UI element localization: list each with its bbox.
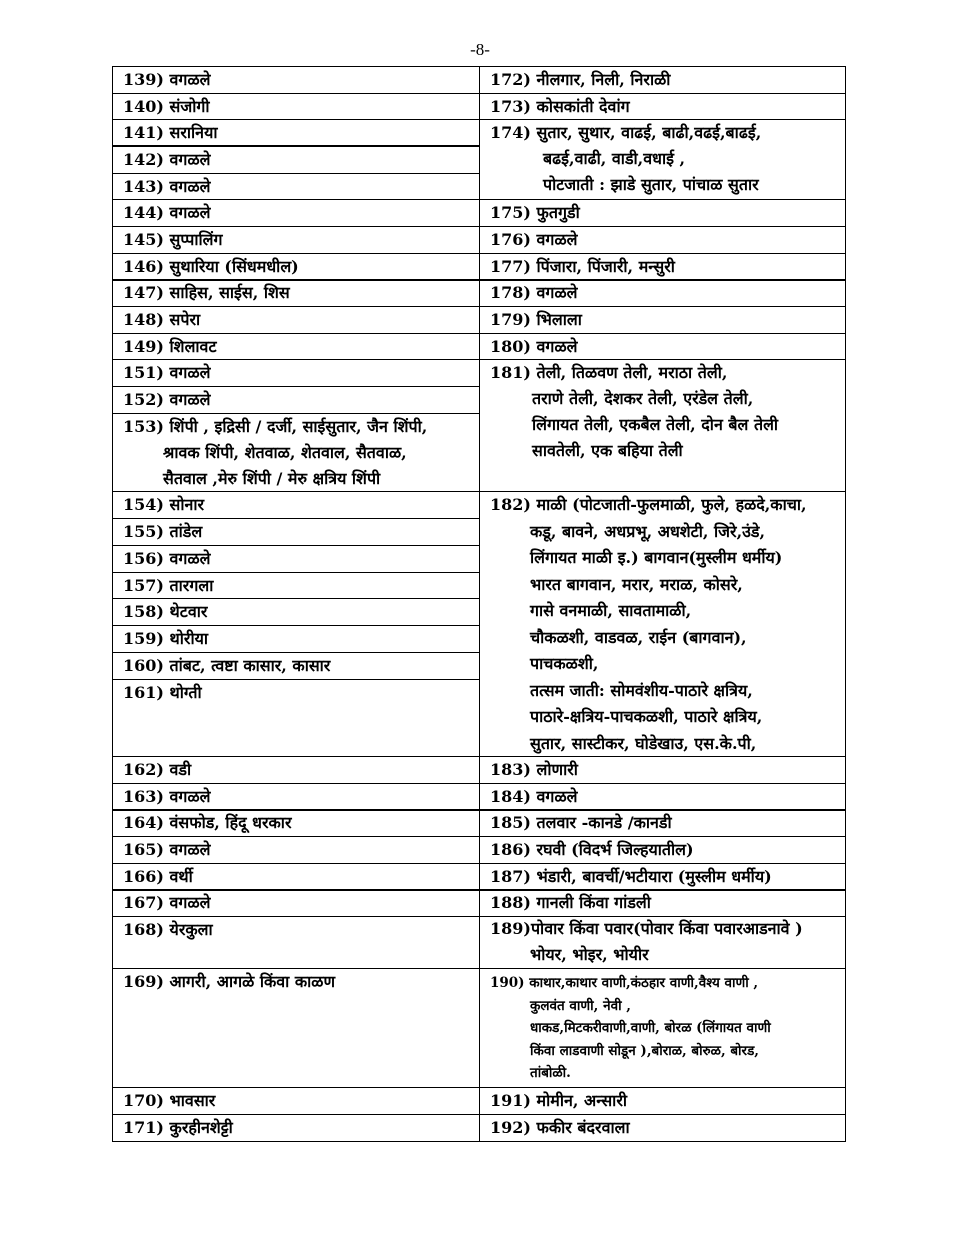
entry-text: 142) वगळले <box>123 150 211 169</box>
table-cell <box>112 386 479 414</box>
table-cell <box>479 889 846 917</box>
entry-text: 143) वगळले <box>123 177 211 196</box>
table-cell <box>112 625 479 653</box>
entry-text: 180) वगळले <box>490 337 578 356</box>
entry-text: कुलवंत वाणी, नेवी , <box>530 997 631 1014</box>
entry-text: 182) माळी (पोटजाती-फुलमाळी, फुले, हळदे,काचा, <box>490 495 807 514</box>
table-cell <box>112 783 479 811</box>
table-cell <box>112 809 479 837</box>
entry-text: तत्सम जाती: सोमवंशीय-पाठारे क्षत्रिय, <box>530 680 753 700</box>
table-cell <box>479 93 846 120</box>
table-cell <box>112 119 479 146</box>
entry-text: 181) तेली, तिळवण तेली, मराठा तेली, <box>490 363 728 382</box>
entry-text: चौकळशी, वाडवळ, राईन (बागवान), <box>530 627 747 647</box>
table-cell <box>479 809 846 837</box>
entry-text: 184) वगळले <box>490 787 578 806</box>
table-cell <box>479 333 846 360</box>
table-cell <box>112 572 479 599</box>
table-cell <box>112 916 479 969</box>
table-cell <box>112 306 479 334</box>
table-cell <box>479 1114 846 1142</box>
entry-text: 148) सपेरा <box>123 310 201 329</box>
entry-text: श्रावक शिंपी, शेतवाळ, शेतवाल, सैतवाळ, <box>163 443 407 462</box>
entry-text: बढई,वाढी, वाडी,वधाई , <box>543 149 686 168</box>
table-cell <box>479 916 846 969</box>
table-cell <box>479 306 846 334</box>
entry-text: 177) पिंजारा, पिंजारी, मन्सुरी <box>490 257 675 276</box>
entry-text: 183) लोणारी <box>490 760 578 779</box>
entry-text: 158) थेटवार <box>123 602 208 621</box>
table-cell <box>479 253 846 281</box>
entry-text: 174) सुतार, सुथार, वाढई, बाढी,वढई,बाढई, <box>490 123 762 142</box>
entry-text: कडू, बावने, अधप्रभू, अधशेटी, जिरे,उंडे, <box>530 521 766 541</box>
entry-text: धाकड,मिटकरीवाणी,वाणी, बोरळ (लिंगायत वाणी <box>530 1020 771 1036</box>
entry-text: 161) थोग्ती <box>123 683 202 702</box>
table-cell <box>112 253 479 281</box>
entry-text: सैतवाल ,मेरु शिंपी / मेरु क्षत्रिय शिंपी <box>163 469 381 488</box>
entry-text: पोटजाती : झाडे सुतार, पांचाळ सुतार <box>543 175 759 194</box>
table-cell <box>479 968 846 1088</box>
entry-text: किंवा लाडवाणी सोडून ),बोराळ, बोरुळ, बोरड, <box>530 1042 759 1059</box>
table-cell <box>479 491 846 757</box>
table-cell <box>112 413 479 492</box>
entry-text: 164) वंसफोड, हिंदू धरकार <box>123 813 292 832</box>
table-cell <box>112 279 479 307</box>
entry-text: 176) वगळले <box>490 230 578 249</box>
entry-text: तांबोळी. <box>530 1065 571 1081</box>
entry-text: 141) सरानिया <box>123 123 218 142</box>
table-cell <box>112 173 479 200</box>
table-cell <box>112 226 479 254</box>
entry-text: 139) वगळले <box>123 70 211 89</box>
entry-text: 146) सुथारिया (सिंधमधील) <box>123 257 299 276</box>
entry-text: पाठारे-क्षत्रिय-पाचकळशी, पाठारे क्षत्रिय, <box>530 707 763 726</box>
entry-text: 167) वगळले <box>123 893 211 912</box>
table-cell <box>479 1087 846 1115</box>
table-cell <box>112 1114 479 1142</box>
entry-text: 156) वगळले <box>123 549 211 568</box>
table-cell <box>479 279 846 307</box>
entry-text: 153) शिंपी , इद्रिसी / दर्जी, साईसुतार, जैन शिंपी, <box>123 417 428 436</box>
entry-text: सुतार, सास्टीकर, घोडेखाउ, एस.के.पी, <box>530 733 757 753</box>
table-cell <box>112 146 479 174</box>
entry-text: 155) तांडेल <box>123 522 203 541</box>
entry-text: 185) तलवार -कानडे /कानडी <box>490 813 672 832</box>
entry-text: 178) वगळले <box>490 283 578 302</box>
entry-text: 171) कुरहीनशेट्टी <box>123 1118 233 1137</box>
table-cell <box>112 66 479 94</box>
table-cell <box>479 359 846 492</box>
table-cell <box>479 199 846 227</box>
table-cell <box>112 863 479 891</box>
entry-text: 191) मोमीन, अन्सारी <box>490 1091 628 1110</box>
table-cell <box>112 968 479 1088</box>
table-cell <box>112 545 479 573</box>
entry-text: 190) काथार,काथार वाणी,कंठहार वाणी,वैश्य वाणी , <box>490 975 759 991</box>
entry-text: 168) येरकुला <box>123 920 213 939</box>
table-cell <box>479 863 846 891</box>
table-cell <box>479 836 846 864</box>
entry-text: 163) वगळले <box>123 787 211 806</box>
entry-text: 165) वगळले <box>123 840 211 859</box>
entry-text: तराणे तेली, देशकर तेली, एरंडेल तेली, <box>532 389 754 408</box>
entry-text: 172) नीलगार, निली, निराळी <box>490 70 671 89</box>
entry-text: 186) रघवी (विदर्भ जिल्हयातील) <box>490 840 694 859</box>
entry-text: भोयर, भोइर, भोयीर <box>530 945 649 964</box>
entry-text: भारत बागवान, मरार, मराळ, कोसरे, <box>530 574 743 594</box>
entry-text: 173) कोसकांती देवांग <box>490 97 630 116</box>
table-cell <box>479 756 846 784</box>
entry-text: 169) आगरी, आगळे किंवा काळण <box>123 972 336 991</box>
entry-text: 144) वगळले <box>123 203 211 222</box>
entry-text: सावतेली, एक बहिया तेली <box>532 441 683 460</box>
entry-text: 179) भिलाला <box>490 310 582 329</box>
table-cell <box>479 66 846 94</box>
entry-text: 192) फकीर बंदरवाला <box>490 1118 630 1137</box>
table-cell <box>112 199 479 227</box>
table-cell <box>112 518 479 546</box>
table-cell <box>479 119 846 200</box>
table-cell <box>112 93 479 120</box>
entry-text: लिंगायत माळी इ.) बागवान(मुस्लीम धर्मीय) <box>530 548 783 567</box>
entry-text: 175) फुतगुडी <box>490 203 580 222</box>
table-cell <box>112 598 479 626</box>
table-cell <box>112 756 479 784</box>
table-cell <box>479 226 846 254</box>
table-cell <box>112 359 479 387</box>
entry-text: 154) सोनार <box>123 495 205 514</box>
entry-text: 166) वर्थी <box>123 867 193 886</box>
table-cell <box>112 836 479 864</box>
entry-text: 159) थोरीया <box>123 629 209 648</box>
table-cell <box>112 679 479 757</box>
entry-text: गासे वनमाळी, सावतामाळी, <box>530 601 692 620</box>
entry-text: 189)पोवार किंवा पवार(पोवार किंवा पवारआडनावे ) <box>490 919 803 938</box>
table-cell <box>479 783 846 811</box>
entry-text: 145) सुप्पालिंग <box>123 230 223 249</box>
entry-text: पाचकळशी, <box>530 654 599 673</box>
table-cell <box>112 333 479 360</box>
entry-text: 140) संजोगी <box>123 97 210 116</box>
entry-text: 157) तारगला <box>123 576 214 595</box>
entry-text: 188) गानली किंवा गांडली <box>490 893 651 912</box>
table-right-border <box>845 66 846 1141</box>
entry-text: 187) भंडारी, बावर्ची/भटीयारा (मुस्लीम धर्मीय) <box>490 867 772 886</box>
entry-text: लिंगायत तेली, एकबैल तेली, दोन बैल तेली <box>532 415 779 434</box>
entry-text: 151) वगळले <box>123 363 211 382</box>
table-cell <box>112 1087 479 1115</box>
entry-text: 147) साहिस, साईस, शिस <box>123 283 290 302</box>
entry-text: 170) भावसार <box>123 1091 216 1110</box>
page-number: -8- <box>470 40 490 59</box>
entry-text: 152) वगळले <box>123 390 211 409</box>
table-cell <box>112 652 479 680</box>
entry-text: 149) शिलावट <box>123 337 217 356</box>
entry-text: 162) वडी <box>123 760 192 779</box>
entry-text: 160) तांबट, त्वष्टा कासार, कासार <box>123 656 331 675</box>
table-cell <box>112 491 479 519</box>
table-cell <box>112 889 479 917</box>
